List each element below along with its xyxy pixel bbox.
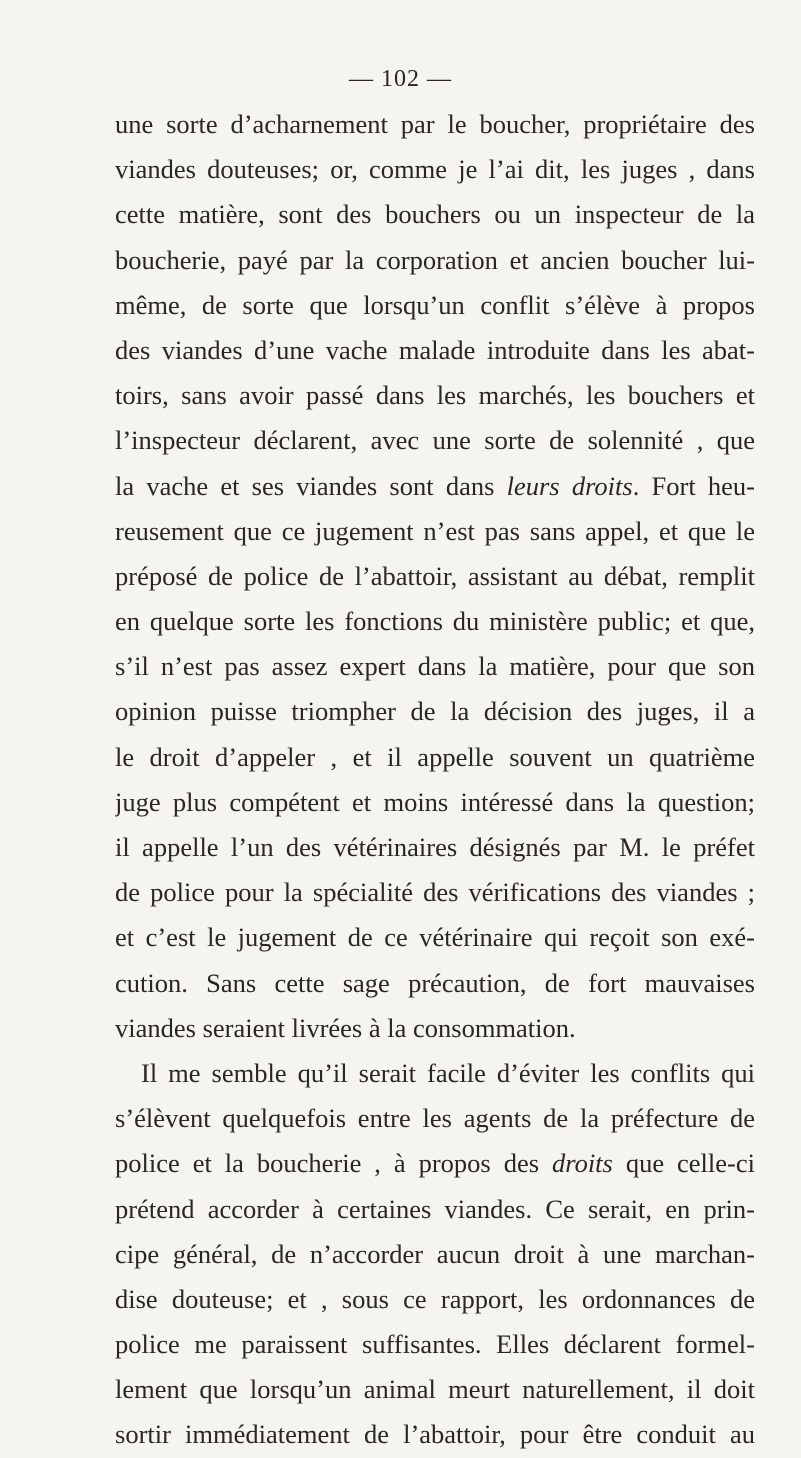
text-line-3: cette matière, sont des bouchers ou un inspecteur de la <box>115 199 755 230</box>
text-line-9 <box>115 464 755 509</box>
text-line-7: toirs, sans avoir passé dans les marchés, les bouchers et <box>115 380 755 411</box>
text-line-12: en quelque sorte les fonctions du ministère public; et que, <box>115 606 755 637</box>
text-line-21: viandes seraient livrées à la consommation. <box>115 1012 576 1043</box>
text-line-10: reusement que ce jugement n’est pas sans appel, et que le <box>115 515 755 546</box>
text-line-6: des viandes d’une vache malade introduite dans les abat- <box>115 334 755 365</box>
text-line-9-end: . Fort heu- <box>632 470 755 501</box>
text-line-24 <box>115 1141 755 1186</box>
text-line-25: prétend accorder à certaines viandes. Ce serait, en prin- <box>115 1193 755 1224</box>
text-line-15: le droit d’appeler , et il appelle souvent un quatrième <box>115 741 755 772</box>
text-line-19: et c’est le jugement de ce vétérinaire qui reçoit son exé- <box>115 922 755 953</box>
text-line-2: viandes douteuses; or, comme je l’ai dit, les juges , dans <box>115 154 755 185</box>
italic-droits: droits <box>551 1148 613 1179</box>
text-line-24-end: que celle-ci <box>612 1148 755 1179</box>
text-line-20: cution. Sans cette sage précaution, de fort mauvaises <box>115 967 755 998</box>
text-line-13: s’il n’est pas assez expert dans la matière, pour que son <box>115 651 755 682</box>
text-line-30: sortir immédiatement de l’abattoir, pour être conduit au <box>115 1419 755 1450</box>
text-line-17: il appelle l’un des vétérinaires désignés par M. le préfet <box>115 832 755 862</box>
text-line-16: juge plus compétent et moins intéressé dans la question; <box>115 786 755 817</box>
text-line-9-start: la vache et ses viandes sont dans <box>115 470 507 501</box>
text-line-14: opinion puisse triompher de la décision des juges, il a <box>115 696 755 727</box>
page-number-header: — 102 — <box>349 66 452 92</box>
text-line-1: une sorte d’acharnement par le boucher, propriétaire des <box>115 109 755 139</box>
body-text <box>115 102 755 1458</box>
text-line-18: de police pour la spécialité des vérifications des viandes ; <box>115 877 755 908</box>
text-line-22: Il me semble qu’il serait facile d’éviter les conflits qui <box>141 1057 755 1088</box>
italic-leurs-droits: leurs droits <box>506 470 633 501</box>
text-line-29: lement que lorsqu’un animal meurt naturellement, il doit <box>115 1374 755 1405</box>
text-line-26: cipe général, de n’accorder aucun droit à une marchan- <box>115 1238 755 1269</box>
text-line-24-start: police et la boucherie , à propos des <box>115 1148 552 1179</box>
text-line-4: boucherie, payé par la corporation et ancien boucher lui- <box>115 244 755 275</box>
text-line-28: police me paraissent suffisantes. Elles déclarent formel- <box>115 1329 755 1360</box>
text-line-23: s’élèvent quelquefois entre les agents de la préfecture de <box>115 1103 755 1134</box>
text-line-8: l’inspecteur déclarent, avec une sorte de solennité , que <box>115 425 755 456</box>
text-line-27: dise douteuse; et , sous ce rapport, les ordonnances de <box>115 1283 755 1314</box>
text-line-11: préposé de police de l’abattoir, assistant au débat, remplit <box>115 560 755 591</box>
text-line-5: même, de sorte que lorsqu’un conflit s’élève à propos <box>115 289 755 320</box>
